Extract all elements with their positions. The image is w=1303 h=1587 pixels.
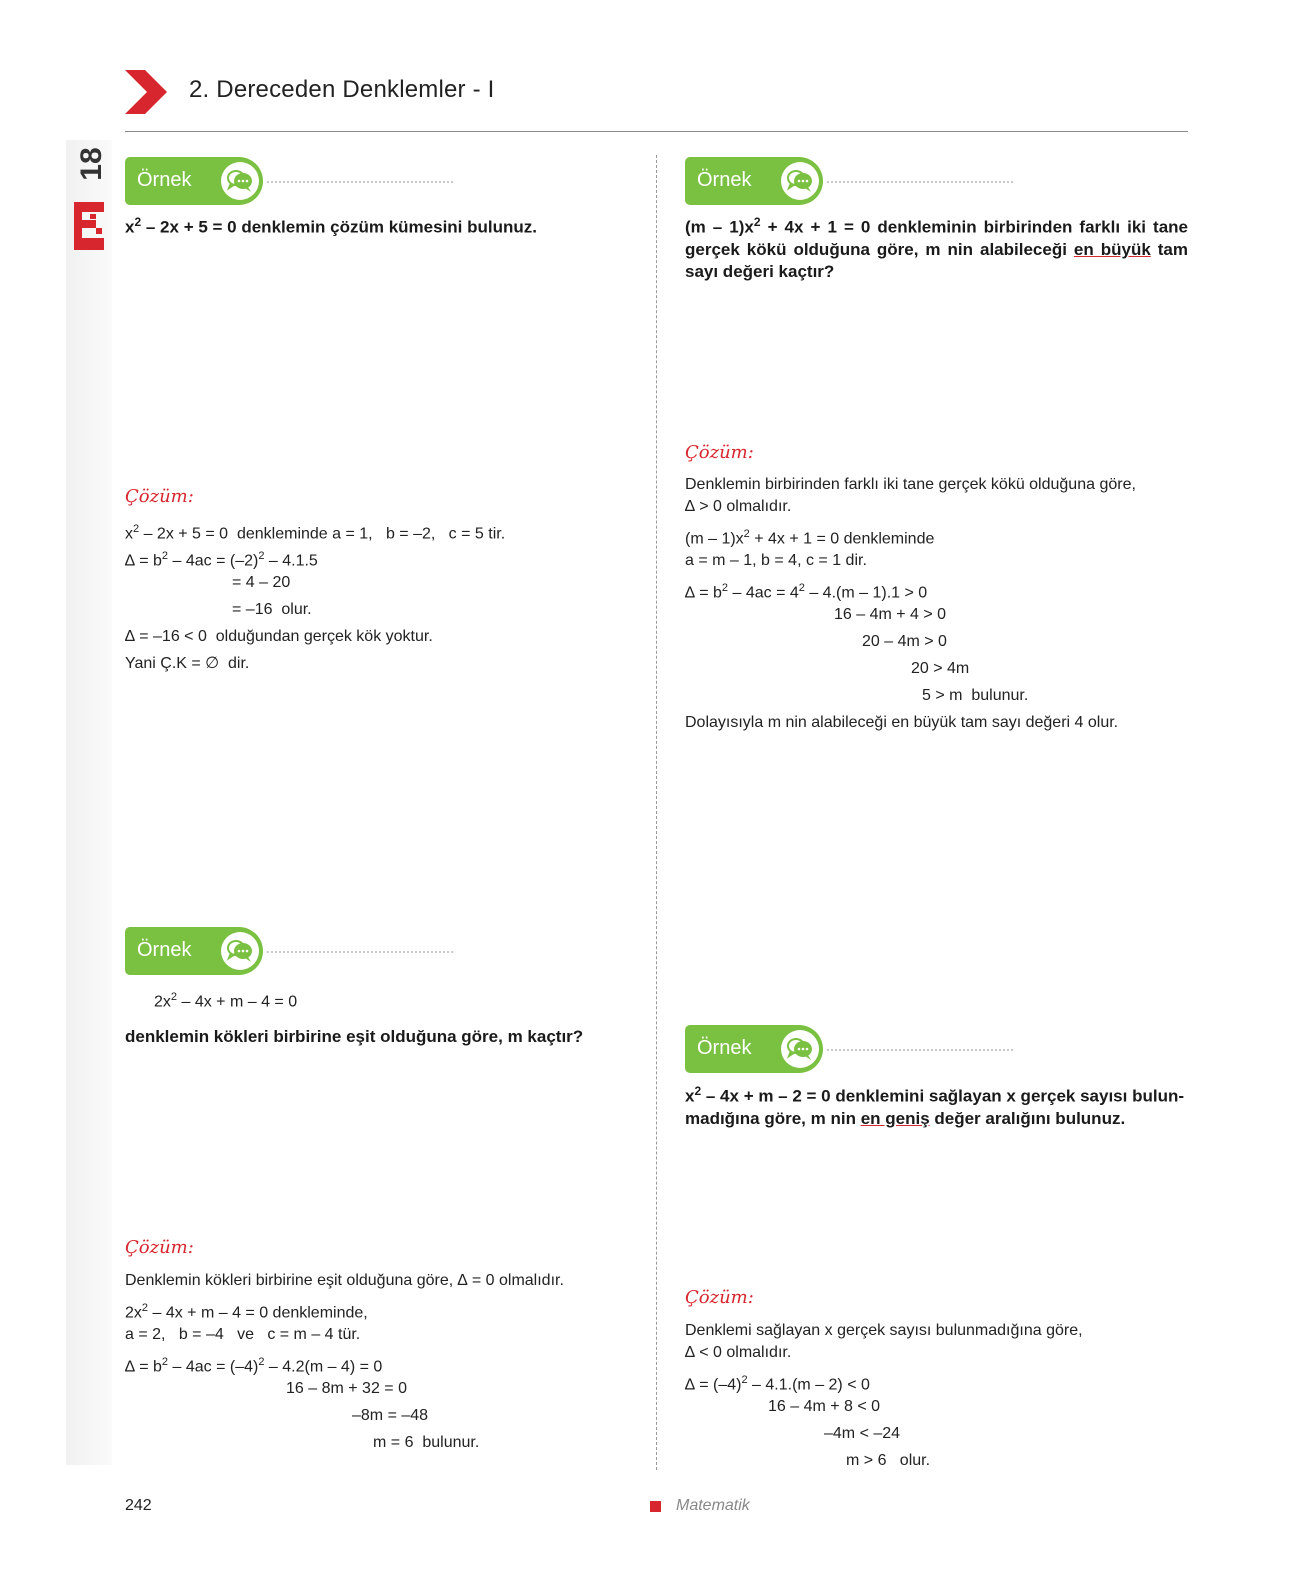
footer-subject: Matematik — [676, 1497, 750, 1514]
solution-line: Yani Ç.K = ∅ dir. — [125, 655, 250, 672]
page-number: 242 — [125, 1497, 152, 1514]
section-number: 18 — [75, 147, 108, 181]
speech-bubbles-icon — [226, 937, 254, 965]
solution-line: $(m - 1)x^2 + 4x + 1 = 0$ denkleminde — [685, 528, 935, 548]
ornek-badge — [685, 1025, 825, 1073]
solution-line: 16 – 4m + 4 > 0 — [834, 606, 947, 623]
solution-line: ∆ = –16 < 0 olduğundan gerçek kök yoktur. — [125, 628, 433, 645]
solution-line: a = 2, b = –4 ve c = m – 4 tür. — [125, 1326, 361, 1343]
ornek-badge — [125, 927, 265, 975]
solution-line: ∆ = $b^2 - 4ac = (-2)^2 - 4.1.5$ — [125, 550, 318, 570]
example-question: $x^2 - 2x + 5 = 0$ denklemin çözüm kümesini bulunuz. — [125, 215, 537, 237]
solution-heading: Çözüm: — [125, 1237, 194, 1258]
solution-line: $x^2 - 2x + 5 = 0$ denkleminde a = 1, b = –2, c = 5 tir. — [125, 523, 506, 543]
solution-line: ∆ = $b^2 - 4ac = (-4)^2 - 4.2(m - 4) = 0$ — [125, 1356, 383, 1376]
speech-bubbles-icon — [786, 167, 814, 195]
solution-line: –8m = –48 — [352, 1407, 429, 1424]
badge-dotted-line — [267, 951, 453, 953]
solution-heading: Çözüm: — [685, 1287, 754, 1308]
solution-line: $2x^2 - 4x + m - 4 = 0$ denkleminde, — [125, 1302, 368, 1322]
solution-line: = –16 olur. — [232, 601, 312, 618]
solution-line: m = 6 bulunur. — [373, 1434, 480, 1451]
solution-line: m > 6 olur. — [846, 1452, 931, 1469]
solution-line: a = m – 1, b = 4, c = 1 dir. — [685, 552, 867, 569]
header-divider — [125, 131, 1188, 132]
solution-line: 16 – 8m + 32 = 0 — [286, 1380, 407, 1397]
side-strip — [66, 140, 112, 1465]
example-question: denklemin kökleri birbirine eşit olduğuna göre, m kaçtır? — [125, 1027, 584, 1046]
ornek-badge — [125, 157, 265, 205]
solution-heading: Çözüm: — [125, 486, 194, 507]
page-title: 2. Dereceden Denklemler - I — [189, 76, 495, 103]
badge-dotted-line — [827, 181, 1013, 183]
example-question: $(m - 1)x^2 + 4x + 1 = 0$ denkleminin birbirinden farklı iki tane gerçek kökü olduğuna göre, m nin alabileceği en büyük tam sayı değeri kaçtır? — [685, 215, 1188, 281]
badge-dotted-line — [827, 1049, 1013, 1051]
solution-line: 20 – 4m > 0 — [862, 633, 947, 650]
solution-heading: Çözüm: — [685, 442, 754, 463]
solution-line: Dolayısıyla m nin alabileceği en büyük tam sayı değeri 4 olur. — [685, 714, 1119, 731]
solution-line: 16 – 4m + 8 < 0 — [768, 1398, 881, 1415]
solution-line: ∆ = $(-4)^2 - 4.1.(m - 2) < 0$ — [685, 1374, 870, 1394]
solution-line: 5 > m bulunur. — [922, 687, 1029, 704]
speech-bubbles-icon — [226, 167, 254, 195]
solution-line: Denklemi sağlayan x gerçek sayısı bulunmadığına göre, — [685, 1322, 1083, 1339]
solution-line: = 4 – 20 — [232, 574, 291, 591]
solution-line: 20 > 4m — [911, 660, 970, 677]
example-equation: $2x^2 - 4x + m - 4 = 0$ — [154, 991, 298, 1011]
solution-line: ∆ = $b^2 - 4ac = 4^2 - 4.(m - 1).1 > 0$ — [685, 582, 928, 602]
badge-label: Örnek — [697, 169, 752, 191]
speech-bubbles-icon — [786, 1035, 814, 1063]
solution-line: Denklemin birbirinden farklı iki tane gerçek kökü olduğuna göre, — [685, 476, 1136, 493]
solution-line: ∆ > 0 olmalıdır. — [685, 498, 792, 515]
badge-dotted-line — [267, 181, 453, 183]
example-question: $x^2 - 4x + m - 2 = 0$ denklemini sağlayan x gerçek sayısı bulun- madığına göre, m nin en geniş değer aralığını bulunuz. — [685, 1084, 1185, 1128]
badge-label: Örnek — [137, 169, 192, 191]
solution-line: –4m < –24 — [824, 1425, 901, 1442]
publisher-logo-icon — [72, 200, 106, 252]
badge-label: Örnek — [137, 939, 192, 961]
chevron-right-icon — [125, 70, 167, 114]
column-divider — [656, 155, 657, 1470]
footer-marker — [650, 1501, 661, 1512]
badge-label: Örnek — [697, 1037, 752, 1059]
solution-line: ∆ < 0 olmalıdır. — [685, 1344, 792, 1361]
ornek-badge — [685, 157, 825, 205]
solution-line: Denklemin kökleri birbirine eşit olduğuna göre, ∆ = 0 olmalıdır. — [125, 1272, 564, 1289]
